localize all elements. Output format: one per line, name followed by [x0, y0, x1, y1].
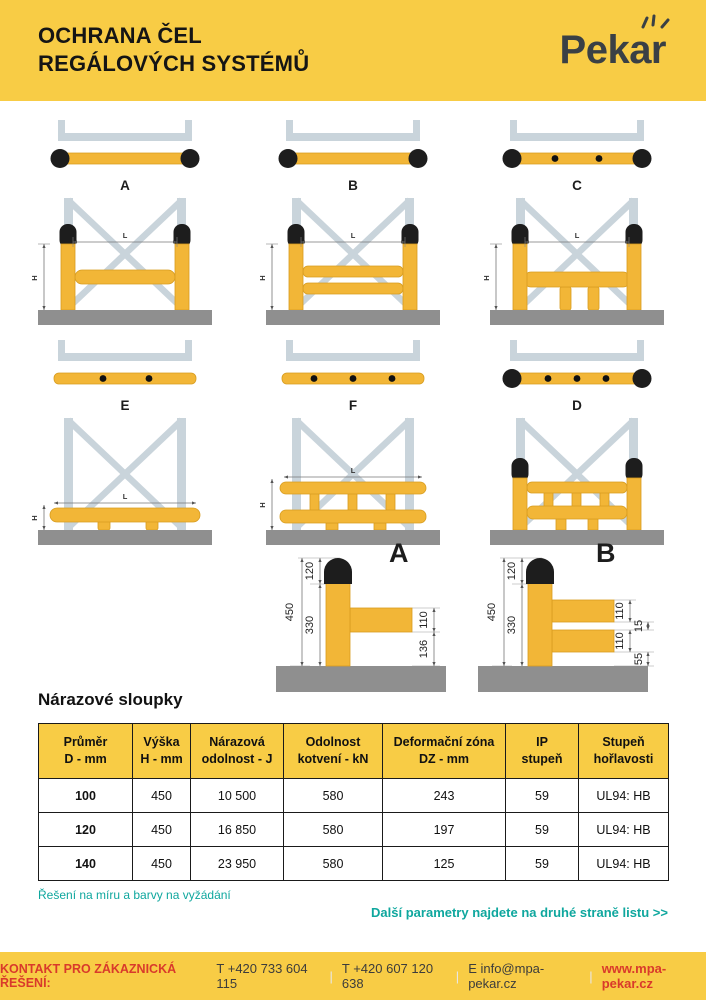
post-cap	[526, 558, 554, 584]
dim-rail-bottom: 110	[614, 632, 626, 650]
top-view	[282, 340, 424, 384]
cell: 243	[383, 779, 506, 813]
top-view	[279, 120, 428, 168]
figure-a-drawing	[20, 120, 230, 325]
custom-solutions-note: Řešení na míru a barvy na vyžádání	[38, 888, 231, 902]
figure-label: F	[348, 398, 358, 413]
figure-d-drawing	[472, 340, 682, 545]
dim-below: 55	[633, 652, 645, 666]
cell: 23 950	[191, 847, 284, 881]
brand-logo	[560, 28, 666, 73]
figure-b	[248, 120, 458, 325]
figure-f-drawing	[248, 340, 458, 545]
divider: |	[329, 968, 333, 984]
contact-label: KONTAKT PRO ZÁKAZNICKÁ ŘEŠENÍ:	[0, 962, 177, 990]
top-view	[51, 120, 200, 168]
floor-base	[276, 666, 446, 692]
figure-d	[472, 340, 682, 545]
table-header-row	[39, 724, 669, 779]
rail	[350, 608, 412, 632]
dim-label-height: H	[482, 275, 491, 281]
cell: 125	[383, 847, 506, 881]
impact-posts-table	[38, 723, 669, 881]
logo-spark-icon	[640, 14, 670, 31]
col-header-anchoring: Odolnost kotvení - kN	[284, 724, 383, 779]
figure-f	[248, 340, 458, 545]
table-title: Nárazové sloupky	[38, 690, 183, 709]
cell: 10 500	[191, 779, 284, 813]
front-view	[258, 198, 440, 325]
dim-total: 450	[284, 602, 296, 622]
phone-primary: T +420 733 604 115	[216, 961, 308, 991]
phone-secondary: T +420 607 120 638	[341, 961, 434, 991]
front-view	[30, 198, 212, 325]
post-cap	[324, 558, 352, 584]
col-header-flammability: Stupeň hořlavosti	[579, 724, 669, 779]
dim-below: 136	[418, 639, 430, 659]
more-parameters-note: Další parametry najdete na druhé straně listu >>	[371, 905, 668, 920]
figure-b-drawing	[248, 120, 458, 325]
figure-c-drawing	[472, 120, 682, 325]
cell: 59	[506, 813, 579, 847]
cell: 580	[284, 847, 383, 881]
dim-body: 330	[506, 615, 518, 635]
col-header-deformation: Deformační zóna DZ - mm	[383, 724, 506, 779]
dim-label-length: L	[350, 466, 356, 475]
dim-label-length: L	[350, 231, 356, 240]
dim-cap: 120	[506, 561, 518, 581]
top-view	[54, 340, 196, 384]
divider: |	[589, 968, 593, 984]
header-band	[0, 0, 706, 101]
col-header-impact: Nárazová odolnost - J	[191, 724, 284, 779]
cell: 580	[284, 779, 383, 813]
page-title	[38, 22, 309, 78]
cell: 580	[284, 813, 383, 847]
figure-label: E	[120, 398, 130, 413]
dim-label-height: H	[258, 502, 267, 508]
cell: 100	[39, 779, 133, 813]
col-header-ip: IP stupeň	[506, 724, 579, 779]
detail-b-drawing	[448, 542, 673, 694]
figure-label: D	[572, 398, 582, 413]
top-view	[503, 120, 652, 168]
figure-label: B	[348, 178, 358, 193]
dim-label-length: L	[122, 231, 128, 240]
dim-total: 450	[486, 602, 498, 622]
front-view	[490, 418, 664, 545]
figure-e-drawing	[20, 340, 230, 545]
cell: UL94: HB	[579, 847, 669, 881]
floor-base	[478, 666, 648, 692]
figure-label: C	[572, 178, 582, 193]
front-view	[482, 198, 664, 325]
cell: 120	[39, 813, 133, 847]
detail-figure-b	[448, 538, 673, 694]
post-body	[326, 582, 350, 666]
figure-label: A	[120, 178, 130, 193]
contact-footer	[0, 952, 706, 1000]
cell: UL94: HB	[579, 813, 669, 847]
cell: 59	[506, 779, 579, 813]
front-view	[258, 418, 440, 545]
table-row	[39, 779, 669, 813]
cell: 197	[383, 813, 506, 847]
dim-label-height: H	[30, 515, 39, 521]
detail-label: B	[596, 538, 616, 568]
cell: 450	[133, 779, 191, 813]
figure-c	[472, 120, 682, 325]
brand-logo-text: Pekar	[559, 28, 666, 72]
website-link: www.mpa-pekar.cz	[601, 961, 667, 991]
post-body	[528, 582, 552, 666]
figure-e	[20, 340, 230, 545]
dim-label-length: L	[122, 492, 128, 501]
detail-figure-a	[246, 538, 471, 694]
rail-top	[552, 600, 614, 622]
rail-bottom	[552, 630, 614, 652]
cell: 16 850	[191, 813, 284, 847]
detail-a-drawing	[246, 542, 471, 694]
dim-cap: 120	[304, 561, 316, 581]
page-title-line2: REGÁLOVÝCH SYSTÉMŮ	[38, 51, 310, 76]
dim-label-height: H	[258, 275, 267, 281]
cell: 59	[506, 847, 579, 881]
page-title-line1: OCHRANA ČEL	[38, 23, 202, 48]
dim-body: 330	[304, 615, 316, 635]
contact-email: E info@mpa-pekar.cz	[468, 961, 545, 991]
cell: 450	[133, 847, 191, 881]
col-header-height: Výška H - mm	[133, 724, 191, 779]
dim-gap: 15	[633, 619, 645, 633]
cell: 140	[39, 847, 133, 881]
dim-label-height: H	[30, 275, 39, 281]
dim-rail-top: 110	[614, 602, 626, 620]
figure-a	[20, 120, 230, 325]
cell: 450	[133, 813, 191, 847]
table-row	[39, 813, 669, 847]
cell: UL94: HB	[579, 779, 669, 813]
table-row	[39, 847, 669, 881]
dim-rail: 110	[418, 611, 430, 629]
front-view	[30, 418, 212, 545]
top-view	[503, 340, 652, 388]
divider: |	[455, 968, 460, 984]
detail-label: A	[389, 538, 409, 568]
dim-label-length: L	[574, 231, 580, 240]
col-header-diameter: Průměr D - mm	[39, 724, 133, 779]
